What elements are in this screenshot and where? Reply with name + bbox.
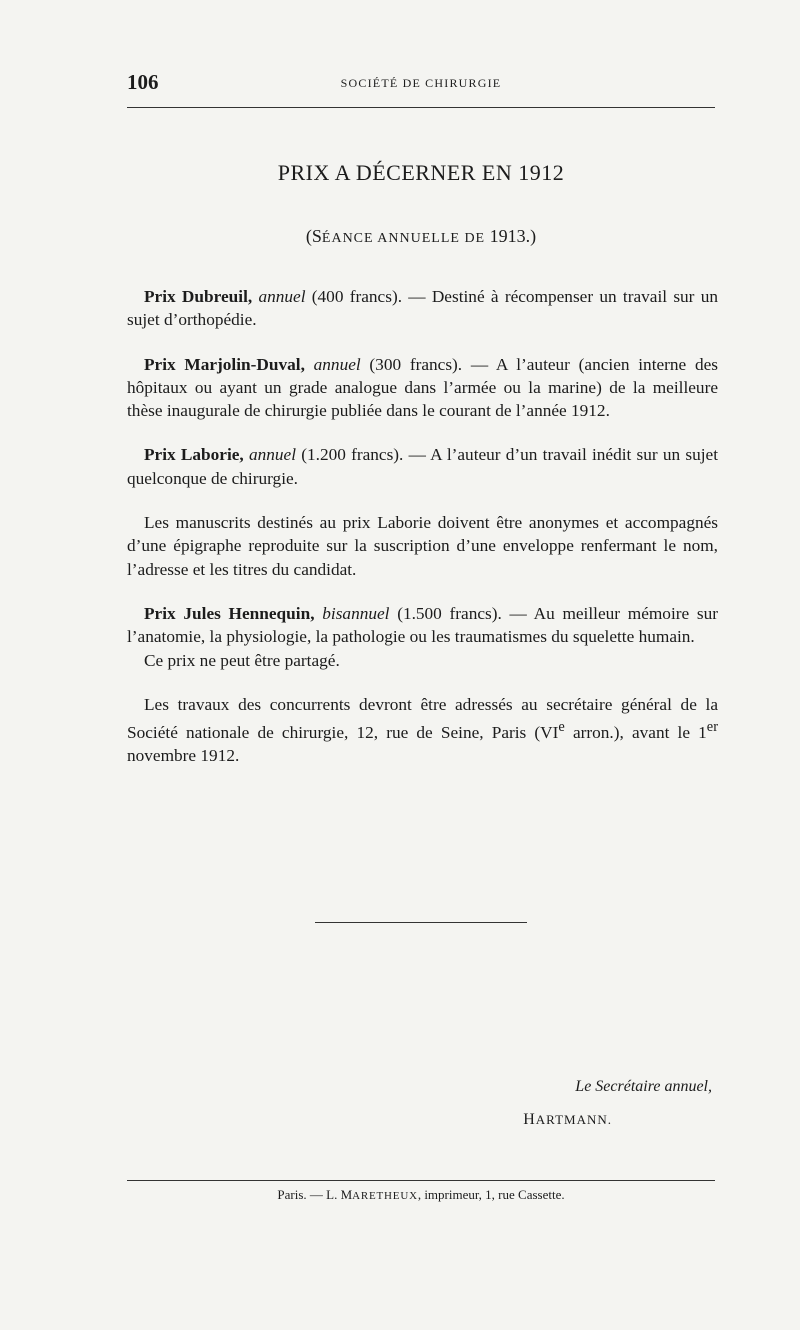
- prize-name: Prix Marjolin-Duval,: [144, 354, 305, 374]
- signature-block: [127, 1070, 715, 1136]
- signature-role: Le Secrétaire annuel,: [575, 1078, 712, 1095]
- manuscripts-paragraph: Les manuscrits destinés au prix Laborie doivent être anonymes et accompagnés d’une épigraphe reproduite sur la suscription d’une enveloppe renfermant le nom, l’adresse et les titres du candidat.: [127, 513, 718, 579]
- prize-name: Prix Dubreuil,: [144, 287, 253, 306]
- section-rule: [315, 922, 527, 923]
- prize-laborie-paragraph: Prix Laborie, annuel (1.200 francs). — A l’auteur d’un travail inédit sur un sujet quelconque de chirurgie.: [127, 445, 719, 488]
- prize-marjolin-duval-paragraph: Prix Marjolin-Duval, annuel (300 francs). — A l’auteur (ancien interne des hôpitaux ou ayant un grade analogue dans l’armée ou la marine) de la meilleure thèse inaugurale de chirurgie publiée dans le courant de l’année 1912.: [127, 354, 719, 421]
- page-title: PRIX A DÉCERNER EN 1912: [277, 160, 565, 185]
- session-subtitle: (SÉANCE ANNUELLE DE 1913.): [305, 226, 537, 246]
- signature-name: HARTMANN.: [523, 1111, 612, 1128]
- prize-qualifier: annuel: [258, 287, 306, 306]
- header-rule: [127, 107, 715, 108]
- printer-colophon: Paris. — L. MARETHEUX, imprimeur, 1, rue Cassette.: [277, 1187, 565, 1202]
- footer-rule: [127, 1180, 715, 1181]
- body-text: [127, 285, 718, 789]
- prize-qualifier: annuel: [313, 354, 361, 374]
- page-number: 106: [127, 70, 159, 94]
- submission-paragraph: Les travaux des concurrents devront être adressés au secrétaire général de la Société nationale de chirurgie, 12, rue de Seine, Paris (VIe arron.), avant le 1er novembre 1912.: [127, 694, 718, 766]
- prize-name: Prix Jules Hennequin,: [144, 603, 315, 623]
- prize-qualifier: bisannuel: [322, 603, 390, 623]
- prize-name: Prix Laborie,: [144, 445, 244, 465]
- running-title: SOCIÉTÉ DE CHIRURGIE: [340, 76, 502, 90]
- running-head: [127, 70, 715, 100]
- prize-qualifier: annuel: [248, 445, 297, 465]
- not-shared-paragraph: Ce prix ne peut être partagé.: [144, 650, 340, 670]
- prize-dubreuil-paragraph: Prix Dubreuil, annuel (400 francs). — Destiné à récompenser un travail sur un sujet d’orthopédie.: [127, 287, 718, 330]
- prize-hennequin-paragraph: Prix Jules Hennequin, bisannuel (1.500 francs). — Au meilleur mémoire sur l’anatomie, la physiologie, la pathologie ou les traumatismes du squelette humain.: [127, 603, 719, 647]
